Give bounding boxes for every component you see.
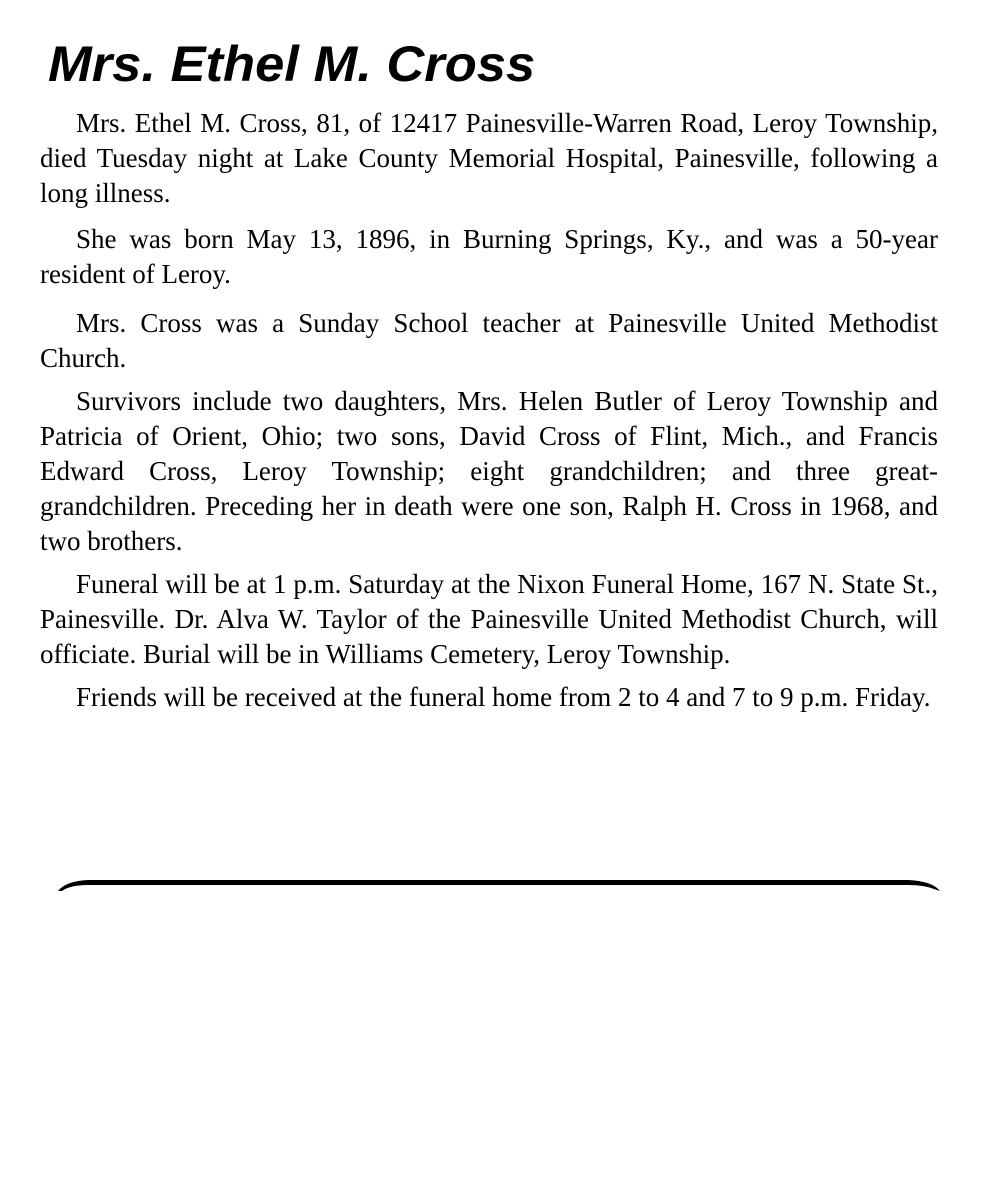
paragraph-birth: She was born May 13, 1896, in Burning Springs, Ky., and was a 50-year resident of Leroy. <box>40 224 938 289</box>
obituary-body <box>40 106 938 715</box>
paragraph-church: Mrs. Cross was a Sunday School teacher at Painesville United Methodist Church. <box>40 308 938 373</box>
paragraph-death-notice: Mrs. Ethel M. Cross, 81, of 12417 Painesville-Warren Road, Leroy Township, died Tuesday night at Lake County Memorial Hospital, Painesville, following a long illness. <box>40 108 938 208</box>
obituary-title: Mrs. Ethel M. Cross <box>48 36 536 92</box>
paragraph-survivors: Survivors include two daughters, Mrs. Helen Butler of Leroy Township and Patricia of Orient, Ohio; two sons, David Cross of Flint, Mich., and Francis Edward Cross, Leroy Township; eight grandchildren; and three great-grandchildren. Preceding her in death were one son, Ralph H. Cross in 1968, and two brothers. <box>40 386 938 556</box>
closing-rule <box>58 877 940 891</box>
paragraph-funeral: Funeral will be at 1 p.m. Saturday at the Nixon Funeral Home, 167 N. State St., Painesville. Dr. Alva W. Taylor of the Painesville United Methodist Church, will officiate. Burial will be in Williams Cemetery, Leroy Township. <box>40 569 938 669</box>
paragraph-visitation: Friends will be received at the funeral home from 2 to 4 and 7 to 9 p.m. Friday. <box>76 682 931 712</box>
